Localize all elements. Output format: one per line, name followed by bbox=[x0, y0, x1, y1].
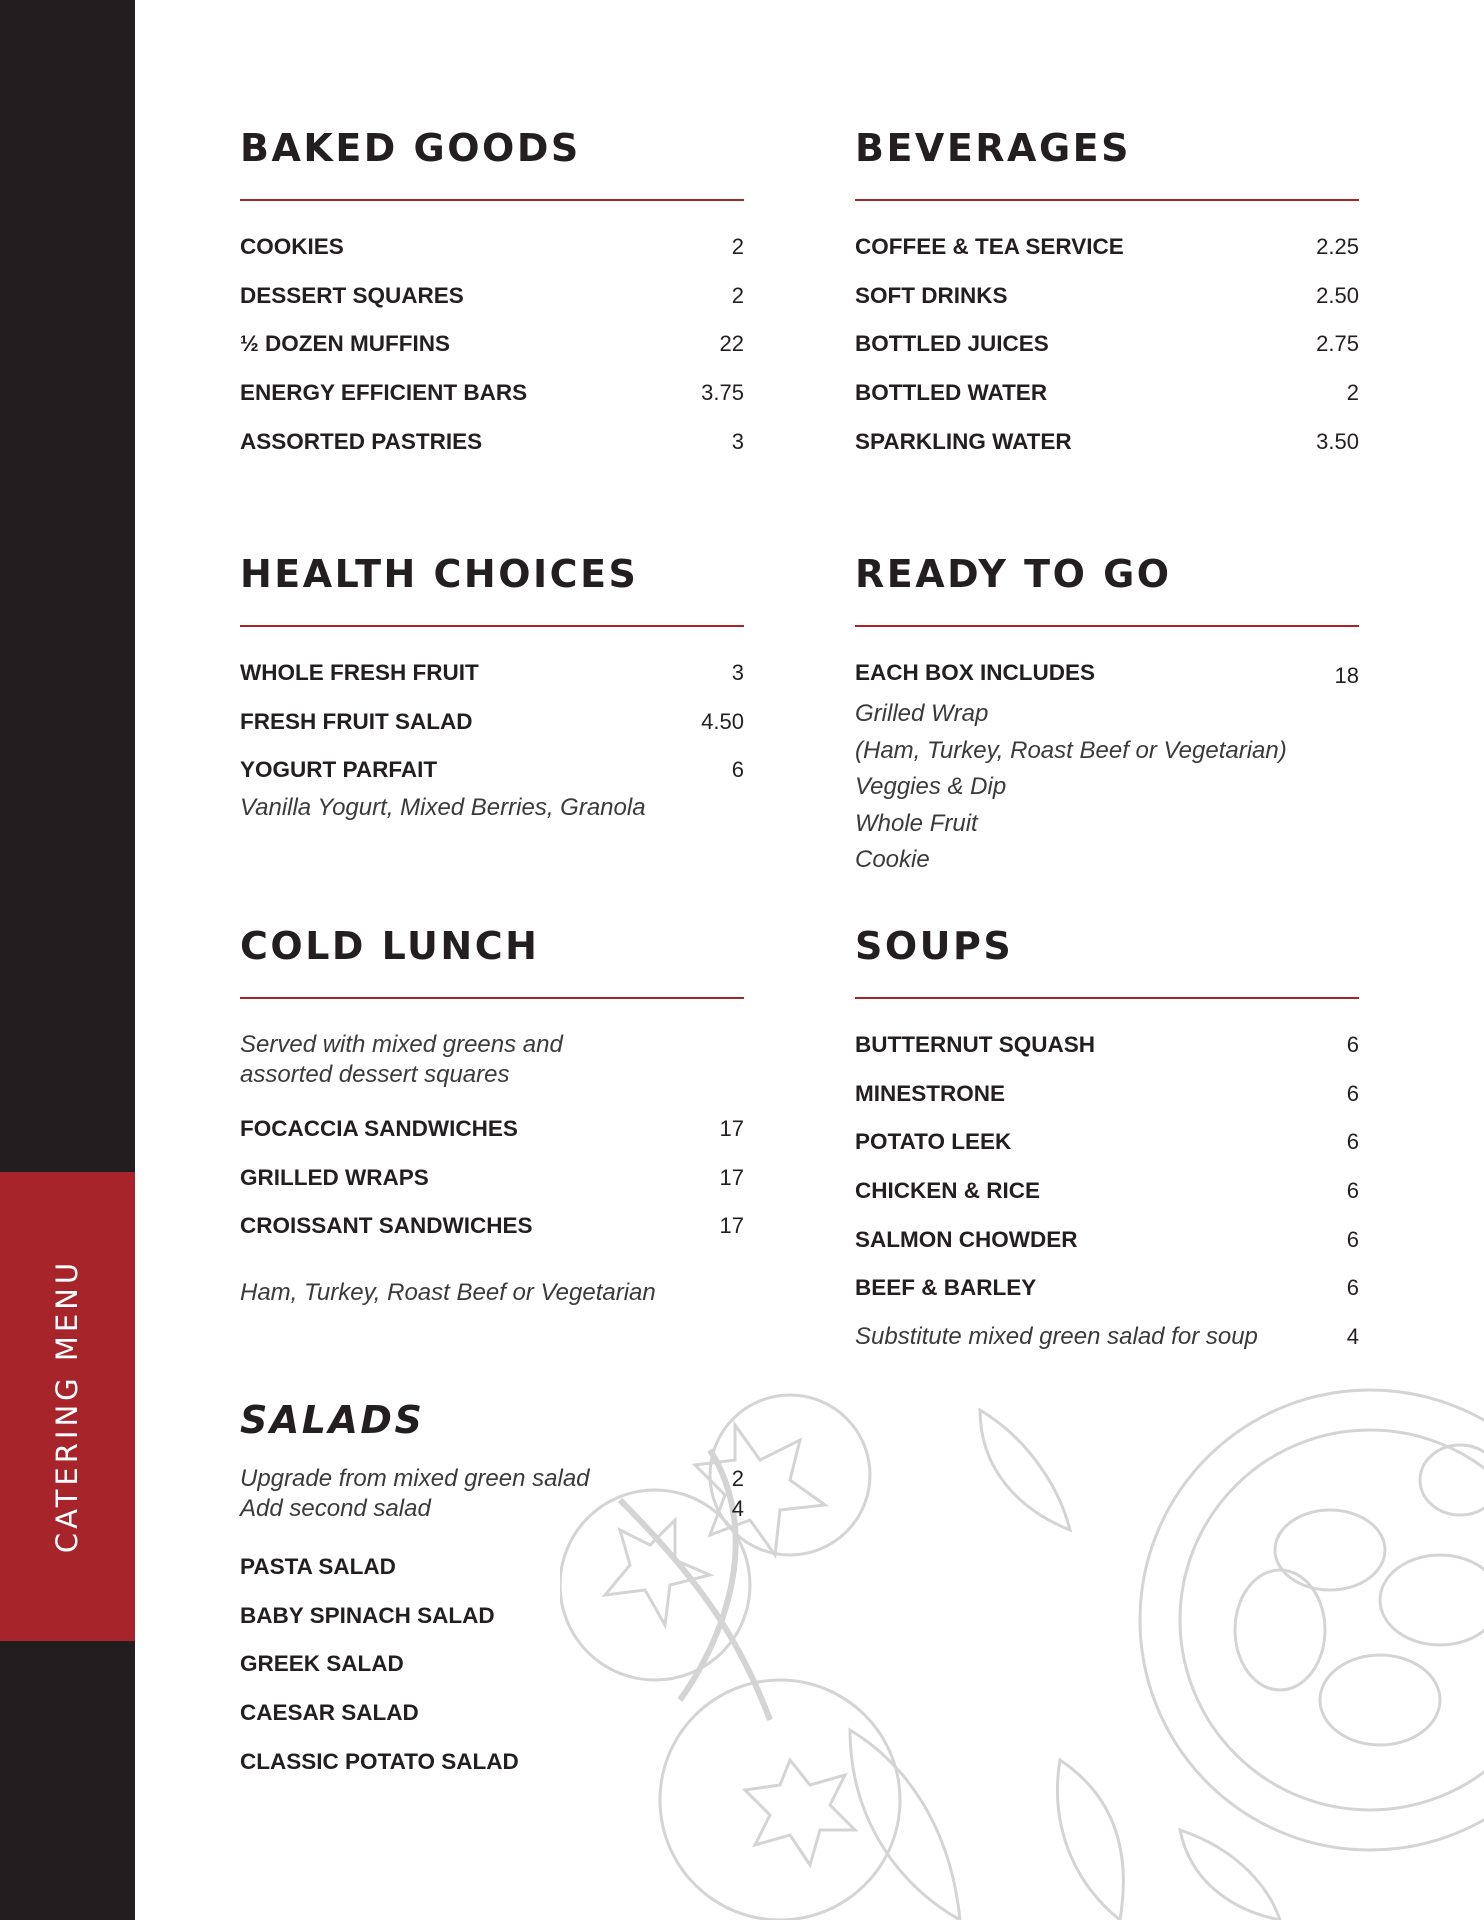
upgrade-text: Upgrade from mixed green salad bbox=[240, 1465, 590, 1492]
menu-item bbox=[240, 1211, 744, 1260]
section-title: BAKED GOODS bbox=[240, 126, 581, 170]
section-divider bbox=[855, 199, 1359, 201]
section-title: BEVERAGES bbox=[855, 126, 1131, 170]
menu-item bbox=[240, 427, 744, 476]
leaf-icon bbox=[850, 1730, 960, 1920]
item-name: FRESH FRUIT SALAD bbox=[240, 708, 473, 734]
section-intro-line: Served with mixed greens and bbox=[240, 1031, 563, 1058]
olive-bowl-icon bbox=[1140, 1390, 1484, 1850]
section-divider bbox=[855, 625, 1359, 627]
substitute-note bbox=[855, 1322, 1359, 1352]
substitute-text: Substitute mixed green salad for soup bbox=[855, 1323, 1258, 1351]
item-price: 17 bbox=[719, 1116, 744, 1141]
menu-item bbox=[240, 1552, 744, 1601]
item-name: ASSORTED PASTRIES bbox=[240, 428, 483, 454]
item-name: BEEF & BARLEY bbox=[855, 1275, 1037, 1301]
menu-item bbox=[855, 1273, 1359, 1322]
substitute-price: 4 bbox=[1346, 1324, 1359, 1350]
item-name: DESSERT SQUARES bbox=[240, 282, 464, 308]
section-ready-to-go bbox=[855, 550, 1359, 879]
section-divider bbox=[240, 199, 744, 201]
olive-bowl-inner-icon bbox=[1180, 1430, 1484, 1810]
item-price: 17 bbox=[719, 1164, 744, 1190]
item-name: WHOLE FRESH FRUIT bbox=[240, 660, 479, 685]
item-name: SPARKLING WATER bbox=[855, 428, 1072, 454]
item-price: 18 bbox=[1334, 663, 1359, 688]
item-name: PASTA SALAD bbox=[240, 1554, 396, 1579]
item-price: 4.50 bbox=[701, 708, 744, 734]
menu-item bbox=[855, 281, 1359, 330]
item-name: FOCACCIA SANDWICHES bbox=[240, 1116, 518, 1141]
item-price: 3 bbox=[731, 660, 744, 685]
item-description: Ham, Turkey, Roast Beef or Vegetarian bbox=[240, 1279, 656, 1307]
item-name: ½ DOZEN MUFFINS bbox=[240, 331, 451, 357]
section-divider bbox=[855, 997, 1359, 999]
menu-item bbox=[855, 1176, 1359, 1225]
item-price: 2 bbox=[731, 282, 744, 308]
menu-item bbox=[240, 1601, 744, 1650]
item-name: SALMON CHOWDER bbox=[855, 1226, 1078, 1252]
item-price: 6 bbox=[1346, 1032, 1359, 1057]
menu-item bbox=[240, 232, 744, 281]
menu-item bbox=[240, 1747, 744, 1796]
menu-item bbox=[240, 755, 744, 793]
item-price: 2 bbox=[1346, 380, 1359, 406]
item-name: YOGURT PARFAIT bbox=[240, 757, 438, 783]
menu-item bbox=[240, 281, 744, 330]
upgrade-price: 2 bbox=[731, 1466, 744, 1491]
item-name: GRILLED WRAPS bbox=[240, 1164, 429, 1190]
olive-icon bbox=[1420, 1445, 1484, 1515]
section-beverages bbox=[855, 124, 1359, 475]
menu-item bbox=[855, 1079, 1359, 1128]
box-contents bbox=[855, 696, 1359, 879]
menu-item bbox=[855, 1225, 1359, 1274]
menu-item bbox=[855, 1127, 1359, 1176]
menu-item bbox=[855, 378, 1359, 427]
item-price: 3.50 bbox=[1316, 428, 1359, 454]
menu-item bbox=[240, 1163, 744, 1212]
section-intro-line: assorted dessert squares bbox=[240, 1061, 510, 1088]
item-name: CHICKEN & RICE bbox=[855, 1178, 1041, 1204]
item-name: CAESAR SALAD bbox=[240, 1700, 419, 1726]
upgrade-price: 4 bbox=[731, 1496, 744, 1521]
section-title: COLD LUNCH bbox=[240, 924, 540, 968]
catering-menu-label: CATERING MENU bbox=[50, 1258, 84, 1554]
olive-icon bbox=[1380, 1555, 1484, 1645]
item-price: 6 bbox=[731, 757, 744, 783]
olive-icon bbox=[1320, 1655, 1440, 1745]
item-price: 3.75 bbox=[701, 380, 744, 406]
menu-item bbox=[855, 427, 1359, 476]
item-price: 2.25 bbox=[1316, 234, 1359, 259]
section-title: SALADS bbox=[240, 1398, 425, 1442]
item-price: 3 bbox=[731, 428, 744, 454]
section-health-choices bbox=[240, 550, 744, 823]
box-content-line: Veggies & Dip bbox=[855, 773, 1007, 800]
upgrade-text: Add second salad bbox=[240, 1495, 431, 1522]
item-name: SOFT DRINKS bbox=[855, 282, 1008, 308]
menu-item bbox=[240, 1698, 744, 1747]
item-name: COFFEE & TEA SERVICE bbox=[855, 234, 1124, 259]
leaf-icon bbox=[1058, 1760, 1124, 1920]
item-price: 17 bbox=[719, 1213, 744, 1239]
olive-icon bbox=[1235, 1570, 1325, 1690]
section-title: SOUPS bbox=[855, 924, 1014, 968]
olive-icon bbox=[1275, 1510, 1385, 1590]
box-content-line: (Ham, Turkey, Roast Beef or Vegetarian) bbox=[855, 736, 1287, 764]
menu-item bbox=[855, 329, 1359, 378]
item-description: Vanilla Yogurt, Mixed Berries, Granola bbox=[240, 794, 646, 822]
section-baked-goods bbox=[240, 124, 744, 475]
section-soups bbox=[855, 922, 1359, 1352]
item-price: 22 bbox=[719, 331, 744, 357]
item-name: COOKIES bbox=[240, 234, 344, 259]
item-price: 6 bbox=[1346, 1226, 1359, 1252]
item-name: GREEK SALAD bbox=[240, 1651, 404, 1677]
item-price: 6 bbox=[1346, 1129, 1359, 1155]
box-content-line: Grilled Wrap bbox=[855, 700, 989, 727]
leaf-icon bbox=[980, 1410, 1070, 1530]
box-content-line: Cookie bbox=[855, 846, 930, 873]
item-name: POTATO LEEK bbox=[855, 1129, 1012, 1155]
section-divider bbox=[240, 625, 744, 627]
menu-item bbox=[240, 329, 744, 378]
item-name: BOTTLED JUICES bbox=[855, 331, 1049, 357]
item-name: BUTTERNUT SQUASH bbox=[855, 1032, 1095, 1057]
menu-item bbox=[240, 1649, 744, 1698]
section-title: HEALTH CHOICES bbox=[240, 552, 639, 596]
item-price: 2.75 bbox=[1316, 331, 1359, 357]
item-name: MINESTRONE bbox=[855, 1080, 1006, 1106]
section-cold-lunch bbox=[240, 922, 744, 1308]
item-price: 6 bbox=[1346, 1178, 1359, 1204]
item-price: 2 bbox=[731, 234, 744, 259]
menu-item bbox=[855, 232, 1359, 281]
item-price: 2.50 bbox=[1316, 282, 1359, 308]
item-name: CROISSANT SANDWICHES bbox=[240, 1213, 533, 1239]
box-content-line: Whole Fruit bbox=[855, 809, 978, 837]
item-price: 6 bbox=[1346, 1080, 1359, 1106]
upgrade-option bbox=[240, 1464, 744, 1494]
menu-item bbox=[240, 378, 744, 427]
item-name: ENERGY EFFICIENT BARS bbox=[240, 380, 528, 406]
upgrade-option bbox=[240, 1494, 744, 1524]
tomato-stem-icon bbox=[745, 1760, 855, 1865]
menu-item bbox=[855, 658, 1359, 696]
menu-item bbox=[240, 1114, 744, 1163]
item-name: BABY SPINACH SALAD bbox=[240, 1602, 495, 1628]
section-salads bbox=[240, 1396, 744, 1795]
section-divider bbox=[240, 997, 744, 999]
item-name: EACH BOX INCLUDES bbox=[855, 660, 1096, 685]
menu-item bbox=[855, 1030, 1359, 1079]
item-name: CLASSIC POTATO SALAD bbox=[240, 1748, 519, 1774]
leaf-icon bbox=[1180, 1830, 1280, 1920]
item-name: BOTTLED WATER bbox=[855, 380, 1048, 406]
menu-item bbox=[240, 707, 744, 756]
section-title: READY TO GO bbox=[855, 552, 1172, 596]
item-price: 6 bbox=[1346, 1275, 1359, 1301]
menu-item bbox=[240, 658, 744, 707]
